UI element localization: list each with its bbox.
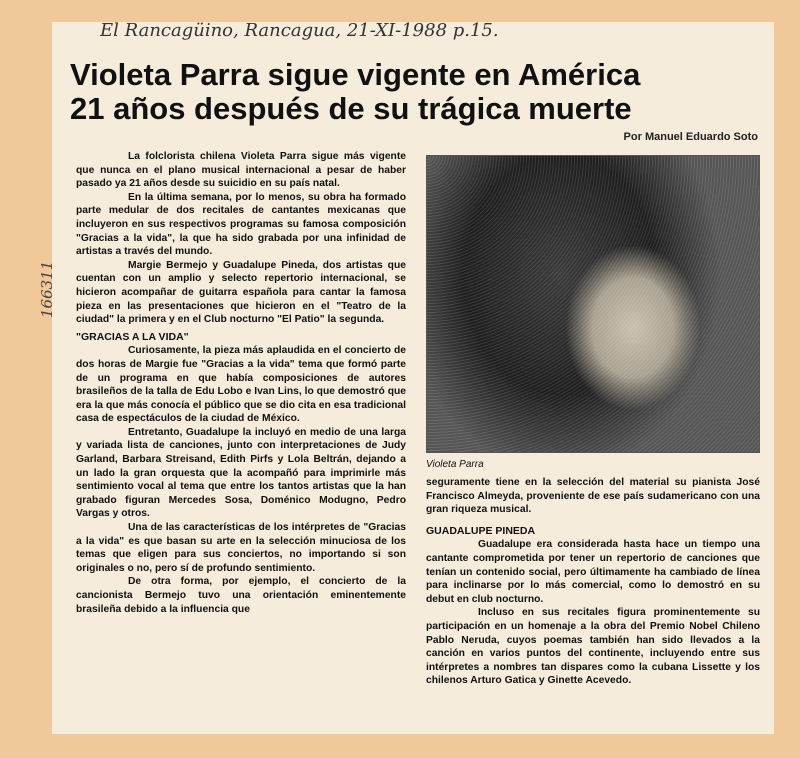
article-headline (70, 58, 760, 126)
paragraph: seguramente tiene en la selección del material su pianista José Francisco Almeyda, proveniente de ese país sudamericano con una gran riqueza musical. (426, 477, 760, 516)
byline: Por Manuel Eduardo Soto (623, 131, 758, 143)
margin-handwritten-number: 166311 (38, 260, 56, 318)
handwritten-source-note: El Rancagüino, Rancagua, 21-XI-1988 p.15. (100, 20, 499, 41)
paragraph: Margie Bermejo y Guadalupe Pineda, dos artistas que cuentan con un amplio y selecto repertorio internacional, se hicieron acompañar de guitarra española para cantar la famosa pieza en las presentaciones que hicieron en el "Teatro de la ciudad" la primera y en el Club nocturno "El Patio" la segunda. (76, 259, 406, 326)
paragraph: La folclorista chilena Violeta Parra sigue más vigente que nunca en el plano musical internacional a pesar de haber pasado ya 21 años desde su suicidio en su país natal. (76, 151, 406, 190)
section-heading: "GRACIAS A LA VIDA" (76, 330, 189, 343)
paragraph: Entretanto, Guadalupe la incluyó en medio de una larga y variada lista de canciones, junto con interpretaciones de Judy Garland, Barbara Streisand, Edith Pirfs y Lola Beltrán, dejando a un lado la gran orquesta que la acompañó para imprimirle más sentimiento vocal al tema que entre los tantos artistas que la han grabado figuran Mercedes Sosa, Doménico Modugno, Pedro Vargas y otros. (76, 426, 406, 520)
paragraph: Curiosamente, la pieza más aplaudida en el concierto de dos horas de Margie fue "Gracias a la vida" tema que formó parte de un programa en que había composiciones de autores brasileños de la talla de Edu Lobo e Ivan Lins, lo que demostró que era la que más conocía el público que se dio cita en esa tradicional casa de espectáculos de la ciudad de México. (76, 345, 406, 425)
portrait-photo (426, 155, 760, 453)
paragraph: De otra forma, por ejemplo, el concierto de la cancionista Bermejo tuvo una orientación eminentemente brasileña debido a la influencia que (76, 576, 406, 615)
section-heading: GUADALUPE PINEDA (426, 524, 536, 537)
paragraph: Una de las características de los intérpretes de "Gracias a la vida" es que basan su arte en la selección minuciosa de los temas que eligen para sus conciertos, no importando si son originales o no, pero sí de profundo sentimiento. (76, 522, 406, 574)
paragraph: Incluso en sus recitales figura prominentemente su participación en un homenaje a la obra del Premio Nobel Chileno Pablo Neruda, cuyos poemas también han sido llevados a la canción en varios puntos del continente, incluyendo entre sus intérpretes a nombres tan dispares como la cubana Lissette y los chilenos Arturo Gatica y Ginette Acevedo. (426, 607, 760, 687)
headline-line-2: 21 años después de su trágica muerte (70, 91, 632, 126)
paragraph: Guadalupe era considerada hasta hace un tiempo una cantante comprometida por tener un repertorio de canciones que tenían un contenido social, pero últimamente ha cambiado de línea para inclinarse por lo más comercial, como lo demostró en su debut en club nocturno. (426, 539, 760, 605)
right-column (426, 476, 760, 688)
photo-caption: Violeta Parra (426, 459, 484, 470)
paragraph: En la última semana, por lo menos, su obra ha formado parte medular de dos recitales de cantantes mexicanas que incluyeron en sus respectivos programas su famosa composición "Gracias a la vida", la que ha sido grabada por una infinidad de artistas a través del mundo. (76, 191, 406, 258)
left-column (76, 150, 406, 616)
headline-line-1: Violeta Parra sigue vigente en América (70, 57, 641, 92)
